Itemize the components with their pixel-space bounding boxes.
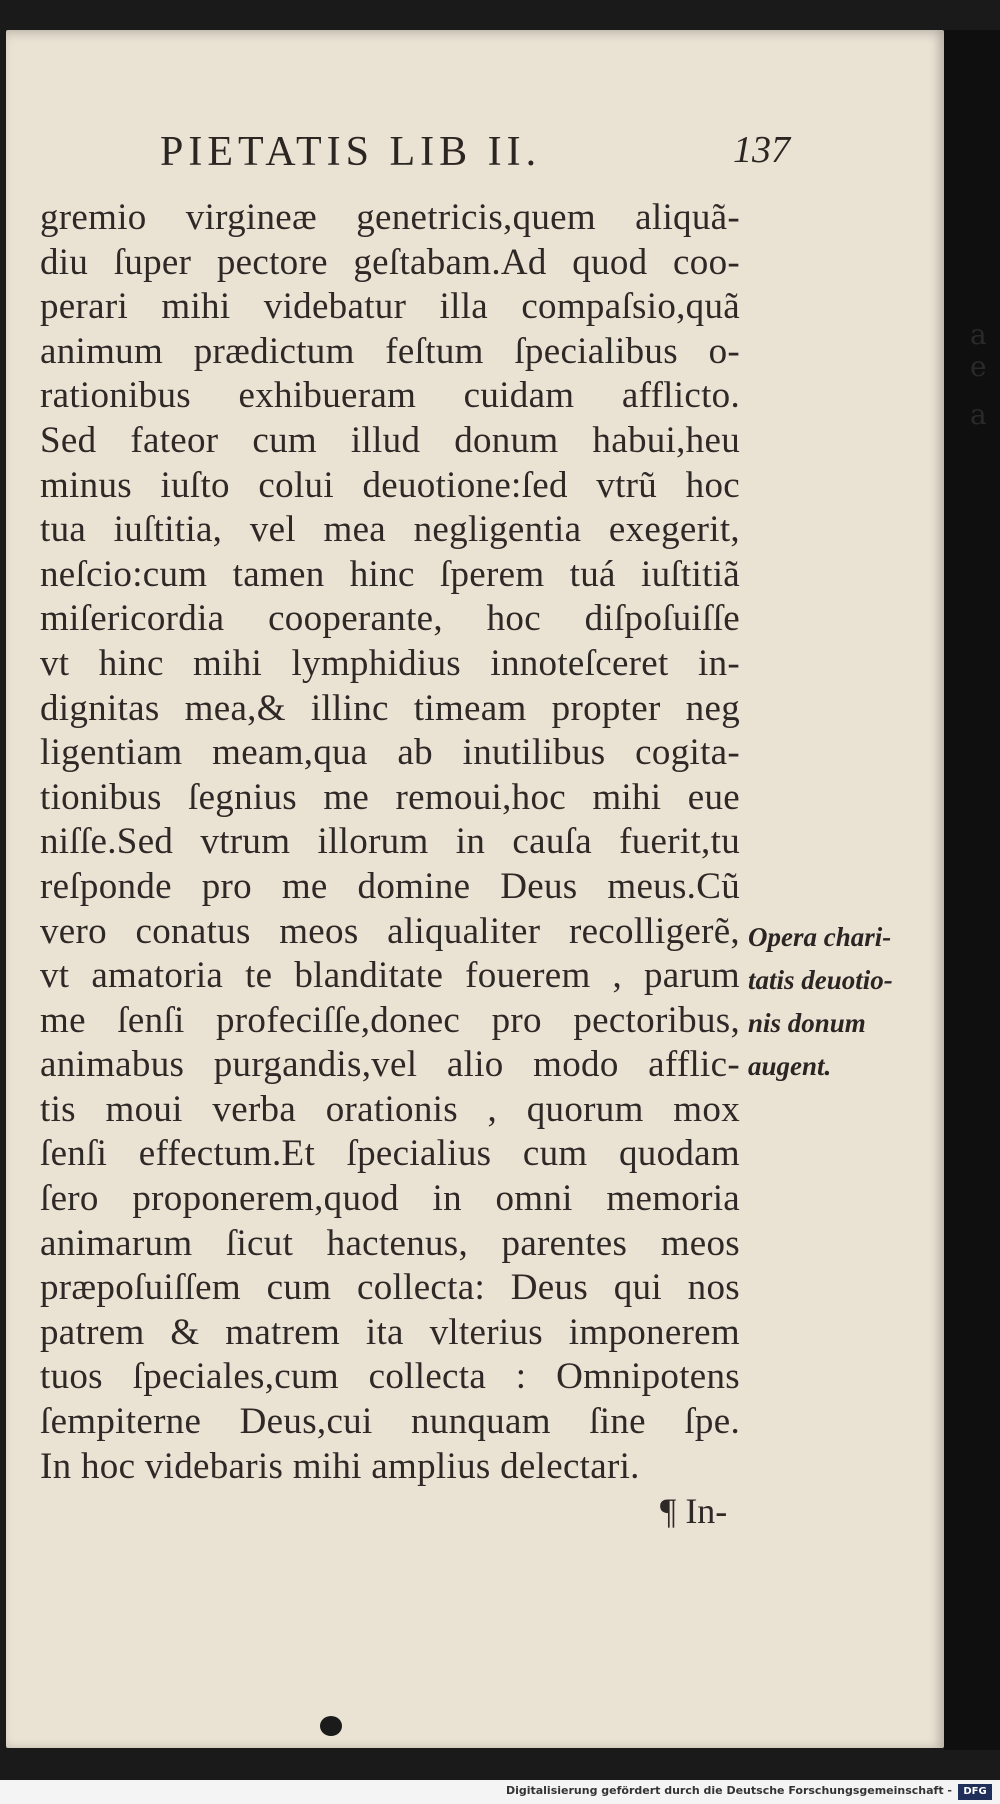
text-line: minus iuſto colui deuotione:ſed vtrũ hoc xyxy=(40,464,740,506)
edge-letter: a xyxy=(970,318,987,351)
text-line: vero conatus meos aliqualiter recolligerẽ, xyxy=(40,910,740,952)
adjacent-page-edge xyxy=(944,30,1000,1750)
dfg-logo: DFG xyxy=(958,1784,992,1800)
running-title: PIETATIS LIB II. xyxy=(160,129,542,175)
text-line: patrem & matrem ita vlterius imponerem xyxy=(40,1311,740,1353)
catchword: ¶ In- xyxy=(660,1491,728,1531)
marginal-note-line: Opera chari- xyxy=(748,922,892,952)
text-line: neſcio:cum tamen hinc ſperem tuá iuſtitiã xyxy=(40,553,740,595)
page-number: 137 xyxy=(733,129,790,171)
text-line: tionibus ſegnius me remoui,hoc mihi eue xyxy=(40,776,740,818)
text-line: ſero proponerem,quod in omni memoria xyxy=(40,1178,740,1220)
page-header xyxy=(160,128,790,178)
text-line: rationibus exhibueram cuidam afflicto. xyxy=(40,375,740,417)
text-line: niſſe.Sed vtrum illorum in cauſa fuerit,tu xyxy=(40,821,740,863)
text-line: me ſenſi profeciſſe,donec pro pectoribus, xyxy=(40,999,740,1041)
marginal-note xyxy=(748,916,948,1088)
edge-letter: e xyxy=(970,350,987,383)
body-text xyxy=(40,196,740,1489)
text-line: vt hinc mihi lymphidius innoteſceret in- xyxy=(40,642,740,684)
text-line: reſponde pro me domine Deus meus.Cũ xyxy=(40,865,740,907)
text-line: gremio virgineæ genetricis,quem aliquã- xyxy=(40,197,740,238)
text-line: In hoc videbaris mihi amplius delectari. xyxy=(40,1445,640,1487)
ink-dot xyxy=(320,1716,342,1736)
text-line: Sed fateor cum illud donum habui,heu xyxy=(40,419,740,461)
text-line: præpoſuiſſem cum collecta: Deus qui nos xyxy=(40,1267,740,1309)
footer-bar xyxy=(0,1780,1000,1804)
text-line: animarum ſicut hactenus, parentes meos xyxy=(40,1222,740,1264)
text-line: tuos ſpeciales,cum collecta : Omnipotens xyxy=(40,1356,740,1398)
text-line: ligentiam meam,qua ab inutilibus cogita- xyxy=(40,732,740,774)
text-line: diu ſuper pectore geſtabam.Ad quod coo- xyxy=(40,241,740,283)
edge-letter: a xyxy=(970,398,987,431)
text-line: perari mihi videbatur illa compaſsio,quã xyxy=(40,286,740,328)
marginal-note-line: tatis deuotio- xyxy=(748,965,893,995)
text-line: vt amatoria te blanditate fouerem , parum xyxy=(40,955,740,997)
text-line: miſericordia cooperante, hoc diſpoſuiſſe xyxy=(40,598,740,640)
text-line: animum prædictum feſtum ſpecialibus o- xyxy=(40,330,740,372)
text-line: tua iuſtitia, vel mea negligentia exegerit, xyxy=(40,509,740,551)
text-line: animabus purgandis,vel alio modo afflic- xyxy=(40,1044,740,1086)
marginal-note-line: augent. xyxy=(748,1051,832,1081)
text-line: dignitas mea,& illinc timeam propter neg xyxy=(40,687,740,729)
funding-credit: Digitalisierung gefördert durch die Deutsche Forschungsgemeinschaft - xyxy=(505,1784,952,1797)
text-line: ſenſi effectum.Et ſpecialius cum quodam xyxy=(40,1133,740,1175)
text-line: tis moui verba orationis , quorum mox xyxy=(40,1088,740,1130)
marginal-note-line: nis donum xyxy=(748,1008,866,1038)
text-line: ſempiterne Deus,cui nunquam ſine ſpe. xyxy=(40,1401,740,1443)
